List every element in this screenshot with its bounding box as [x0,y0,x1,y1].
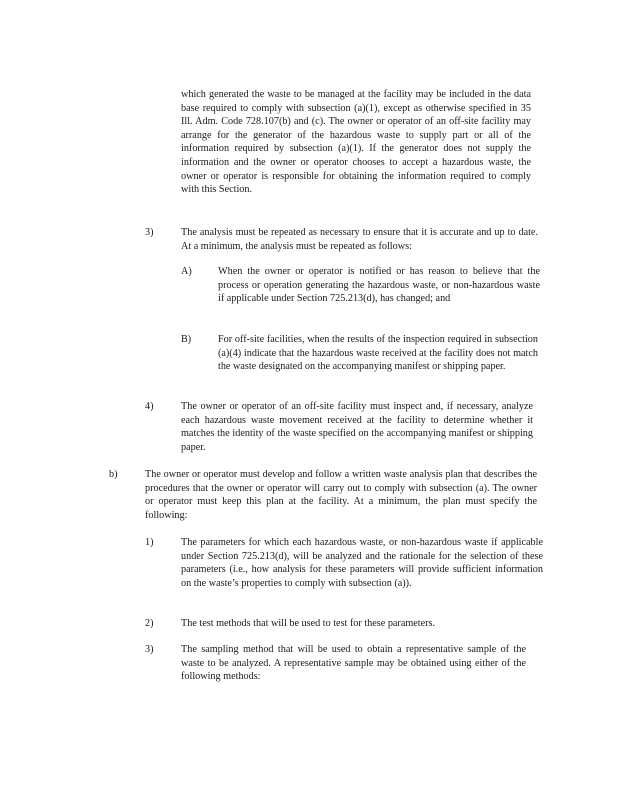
item-b1-label: 1) [145,537,154,548]
item-a3-text: The analysis must be repeated as necessary to ensure that it is accurate and up to date. At a minimum, the analysis must be repeated as follows: [181,227,538,252]
continuation-paragraph: which generated the waste to be managed at the facility may be included in the data base required to comply with subsection (a)(1), except as otherwise specified in 35 Ill. Adm. Code 728.107(b) and (c). The owner or operator of an off-site facility may arrange for the generator of the hazardous waste to supply part or all of the information required by subsection (a)(1). If the generator does not supply the information and the owner or operator chooses to accept a hazardous waste, the owner or operator is responsible for obtaining the information required to comply with this Section. [181,89,531,196]
section-b-label: b) [109,469,118,480]
item-b1-text: The parameters for which each hazardous waste, or non-hazardous waste if applicable under Section 725.213(d), will be analyzed and the rationale for the selection of these parameters (i.e., how analysis for these parameters will provide sufficient information on the waste’s properties to comply with subsection (a)). [181,537,543,589]
item-a4-label: 4) [145,401,154,412]
section-b-text: The owner or operator must develop and follow a written waste analysis plan that describes the procedures that the owner or operator will carry out to comply with subsection (a). The owner or operator must keep this plan at the facility. At a minimum, the plan must specify the following: [145,469,537,521]
item-a3-sub-b-label: B) [181,334,192,345]
item-a3-sub-a-label: A) [181,266,192,277]
item-a3-sub-b-text: For off-site facilities, when the results of the inspection required in subsection (a)(4) indicate that the hazardous waste received at the facility does not match the waste designated on the accompanying manifest or shipping paper. [218,334,538,373]
item-a4-text: The owner or operator of an off-site facility must inspect and, if necessary, analyze each hazardous waste movement received at the facility to determine whether it matches the identity of the waste specified on the accompanying manifest or shipping paper. [181,401,533,453]
item-b2-text: The test methods that will be used to test for these parameters. [181,618,436,629]
item-b2-label: 2) [145,618,154,629]
item-a3-sub-a-text: When the owner or operator is notified or has reason to believe that the process or operation generating the hazardous waste, or non-hazardous waste if applicable under Section 725.213(d), has changed; and [218,266,540,305]
item-a3-label: 3) [145,227,154,238]
item-b3-text: The sampling method that will be used to obtain a representative sample of the waste to be analyzed. A representative sample may be obtained using either of the following methods: [181,644,526,683]
item-b3-label: 3) [145,644,154,655]
